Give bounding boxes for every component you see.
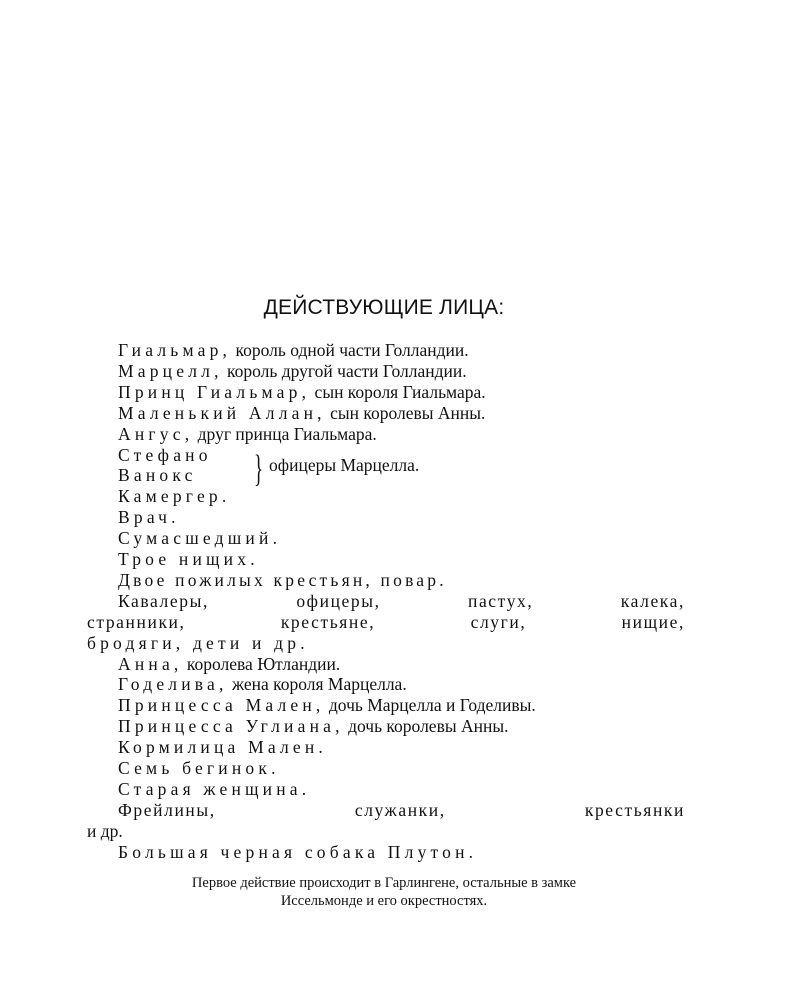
list-item: Семь бегинок. [118,758,280,779]
list-item [87,424,685,445]
crowd-line: Фрейлины, служанки, крестьянки [118,799,685,820]
list-item: Большая черная собака Плутон. [118,841,478,862]
character-name: Принцесса Мален, [118,695,325,716]
character-role: дочь Марцелла и Годеливы. [324,695,536,716]
list-item: Кормилица Мален. [118,737,328,758]
officer-group [87,444,685,490]
character-name: Ванокс [118,465,197,486]
character-name: Стефано [118,444,212,465]
stage-note [100,874,668,910]
list-item [87,403,685,424]
list-item: Камергер. [118,486,231,507]
character-name: Ангус, [118,423,194,444]
character-role: сын королевы Анны. [325,402,486,423]
list-item: Двое пожилых крестьян, повар. [118,569,447,590]
character-role: офицеры Марцелла. [269,454,420,475]
character-name: Анна, [118,653,183,674]
character-name: Принцесса Углиана, [118,716,344,737]
stage-note-line: Иссельмонде и его окрестностях. [280,893,488,909]
character-role: жена короля Марцелла. [227,674,407,695]
list-item: Врач. [118,507,180,528]
character-role: дочь королевы Анны. [343,716,509,737]
list-item: Сумасшедший. [118,528,282,549]
brace-mark: } [254,447,264,490]
character-name: Годелива, [118,674,228,695]
list-item [87,674,685,695]
character-role: друг принца Гиальмара. [193,423,377,444]
list-item: Старая женщина. [118,779,311,800]
character-name: Принц Гиальмар, [118,381,311,402]
list-item [87,654,685,675]
crowd-line: странники, крестьяне, слуги, нищие, [87,611,685,632]
character-role: король одной части Голландии. [231,340,469,360]
character-role: сын короля Гиальмара. [310,381,486,402]
list-item [87,716,685,737]
crowd-line: и др. [87,820,123,841]
list-item [87,361,685,382]
crowd-line: Кавалеры, офицеры, пастух, калека, [118,590,685,611]
character-name: Гиальмар, [118,340,232,360]
character-name: Марцелл, [118,360,223,381]
list-item [87,340,685,361]
list-item [87,382,685,403]
list-item: Трое нищих. [118,549,259,570]
crowd-line: бродяги, дети и др. [87,632,309,653]
character-role: король другой части Голландии. [222,360,467,381]
stage-note-line: Первое действие происходит в Гарлингене, остальные в замке [191,875,577,891]
character-role: королева Ютландии. [182,653,341,674]
page-title: ДЕЙСТВУЮЩИЕ ЛИЦА: [263,296,505,319]
list-item [87,695,685,716]
cast-list [87,340,685,863]
character-name: Маленький Аллан, [118,402,326,423]
